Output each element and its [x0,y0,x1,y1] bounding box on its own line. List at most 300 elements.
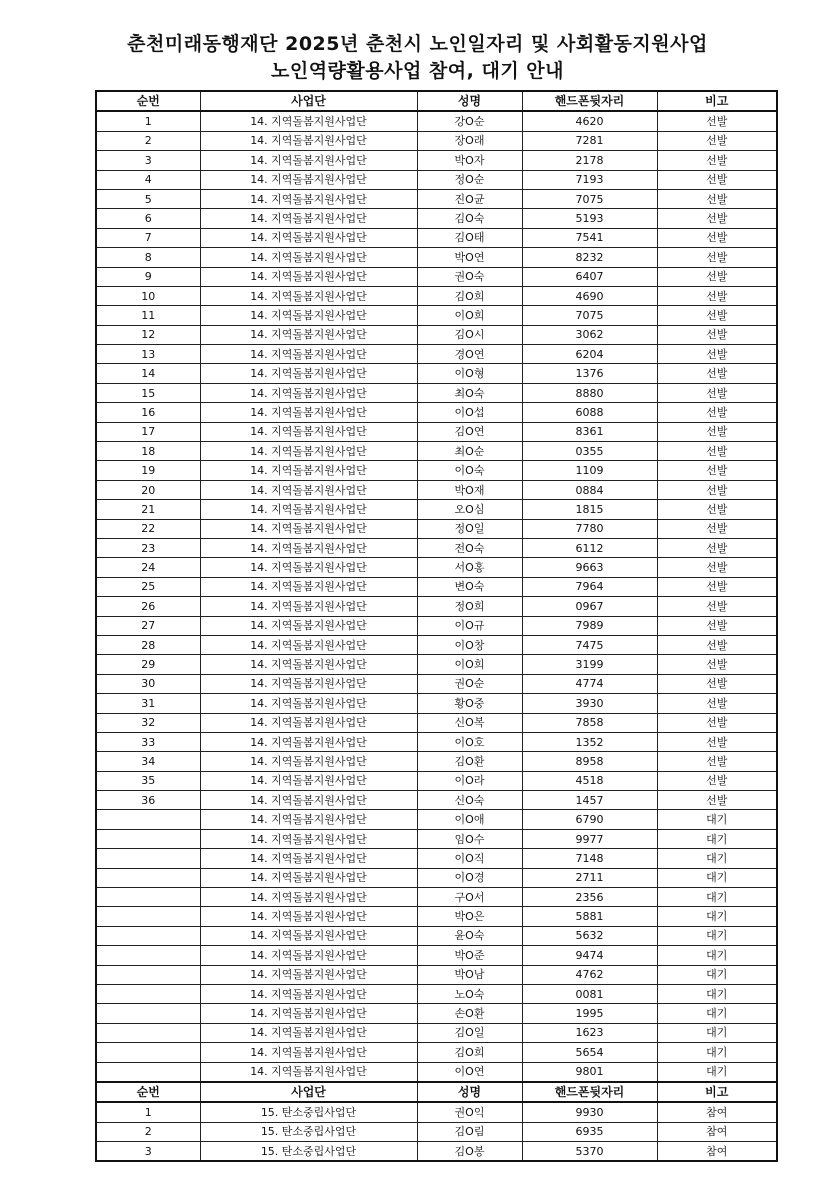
cell-name: 이O라 [417,771,522,790]
cell-team: 14. 지역돌봄지원사업단 [200,713,417,732]
cell-name: 임O수 [417,829,522,848]
cell-note: 선발 [657,500,777,519]
table-row [96,500,777,519]
cell-number: 8 [96,248,200,267]
cell-phone-suffix: 8232 [522,248,657,267]
cell-note: 선발 [657,131,777,150]
cell-number [96,1062,200,1082]
table-row [96,558,777,577]
cell-team: 14. 지역돌봄지원사업단 [200,442,417,461]
cell-note: 선발 [657,170,777,189]
table-row [96,926,777,945]
cell-name: 김O숙 [417,209,522,228]
table-header-row [96,91,777,111]
header-team: 사업단 [200,91,417,111]
cell-name: 정O순 [417,170,522,189]
cell-note: 참여 [657,1142,777,1162]
cell-note: 선발 [657,442,777,461]
cell-team: 15. 탄소중립사업단 [200,1142,417,1162]
cell-phone-suffix: 6088 [522,403,657,422]
cell-name: 구O서 [417,888,522,907]
cell-team: 14. 지역돌봄지원사업단 [200,422,417,441]
cell-note: 선발 [657,151,777,170]
cell-team: 14. 지역돌봄지원사업단 [200,131,417,150]
table-row [96,984,777,1003]
table-row [96,519,777,538]
cell-note: 대기 [657,888,777,907]
cell-number [96,1043,200,1062]
cell-number: 16 [96,403,200,422]
cell-name: 권O익 [417,1102,522,1122]
header-team: 사업단 [200,1082,417,1102]
cell-number: 6 [96,209,200,228]
cell-name: 김O일 [417,1023,522,1042]
cell-phone-suffix: 6407 [522,267,657,286]
cell-phone-suffix: 9801 [522,1062,657,1082]
table-row [96,325,777,344]
cell-number: 19 [96,461,200,480]
cell-team: 14. 지역돌봄지원사업단 [200,403,417,422]
cell-team: 15. 탄소중립사업단 [200,1102,417,1122]
cell-note: 대기 [657,849,777,868]
table-row [96,1004,777,1023]
cell-team: 14. 지역돌봄지원사업단 [200,209,417,228]
cell-name: 전O숙 [417,538,522,557]
cell-phone-suffix: 4762 [522,965,657,984]
cell-team: 14. 지역돌봄지원사업단 [200,306,417,325]
header-phone-suffix: 핸드폰뒷자리 [522,1082,657,1102]
cell-number: 26 [96,597,200,616]
cell-phone-suffix: 1995 [522,1004,657,1023]
cell-number: 3 [96,1142,200,1162]
cell-note: 선발 [657,403,777,422]
cell-note: 선발 [657,422,777,441]
cell-phone-suffix: 8958 [522,752,657,771]
header-note: 비고 [657,91,777,111]
cell-phone-suffix: 5881 [522,907,657,926]
cell-name: 김O희 [417,286,522,305]
cell-phone-suffix: 4774 [522,674,657,693]
cell-name: 정O희 [417,597,522,616]
cell-number: 32 [96,713,200,732]
cell-note: 선발 [657,597,777,616]
cell-team: 14. 지역돌봄지원사업단 [200,907,417,926]
cell-name: 권O순 [417,674,522,693]
cell-name: 박O자 [417,151,522,170]
cell-team: 14. 지역돌봄지원사업단 [200,111,417,131]
cell-note: 선발 [657,674,777,693]
table-row [96,209,777,228]
document-title: 춘천미래동행재단 2025년 춘천시 노인일자리 및 사회활동지원사업 [127,33,708,55]
table-row [96,597,777,616]
cell-number: 3 [96,151,200,170]
cell-number [96,849,200,868]
table-row [96,946,777,965]
cell-team: 14. 지역돌봄지원사업단 [200,170,417,189]
cell-phone-suffix: 4620 [522,111,657,131]
cell-note: 선발 [657,267,777,286]
cell-number: 28 [96,635,200,654]
cell-team: 14. 지역돌봄지원사업단 [200,480,417,499]
cell-note: 선발 [657,771,777,790]
cell-team: 14. 지역돌봄지원사업단 [200,267,417,286]
cell-phone-suffix: 7964 [522,577,657,596]
cell-phone-suffix: 7541 [522,228,657,247]
cell-team: 14. 지역돌봄지원사업단 [200,151,417,170]
table-row [96,868,777,887]
table-row [96,1122,777,1141]
cell-name: 이O연 [417,1062,522,1082]
cell-name: 황O중 [417,694,522,713]
cell-phone-suffix: 4518 [522,771,657,790]
cell-phone-suffix: 2178 [522,151,657,170]
cell-phone-suffix: 5370 [522,1142,657,1162]
cell-phone-suffix: 8361 [522,422,657,441]
table-row [96,694,777,713]
table-row [96,1023,777,1042]
cell-team: 14. 지역돌봄지원사업단 [200,752,417,771]
cell-team: 14. 지역돌봄지원사업단 [200,325,417,344]
cell-phone-suffix: 1815 [522,500,657,519]
cell-team: 14. 지역돌봄지원사업단 [200,248,417,267]
cell-note: 대기 [657,1023,777,1042]
table-row [96,111,777,131]
cell-team: 15. 탄소중립사업단 [200,1122,417,1141]
cell-note: 선발 [657,538,777,557]
cell-team: 14. 지역돌봄지원사업단 [200,577,417,596]
cell-team: 14. 지역돌봄지원사업단 [200,849,417,868]
cell-number: 31 [96,694,200,713]
cell-name: 이O직 [417,849,522,868]
cell-phone-suffix: 5632 [522,926,657,945]
cell-name: 박O재 [417,480,522,499]
cell-team: 14. 지역돌봄지원사업단 [200,791,417,810]
table-row [96,577,777,596]
cell-number [96,984,200,1003]
table-row [96,461,777,480]
cell-number: 20 [96,480,200,499]
cell-number: 9 [96,267,200,286]
roster-table [95,90,778,1162]
cell-team: 14. 지역돌봄지원사업단 [200,519,417,538]
cell-note: 선발 [657,286,777,305]
cell-name: 김O봉 [417,1142,522,1162]
cell-number: 13 [96,345,200,364]
table-row [96,286,777,305]
cell-note: 선발 [657,209,777,228]
cell-note: 선발 [657,791,777,810]
cell-phone-suffix: 3062 [522,325,657,344]
cell-name: 이O섭 [417,403,522,422]
cell-name: 권O숙 [417,267,522,286]
cell-phone-suffix: 4690 [522,286,657,305]
cell-team: 14. 지역돌봄지원사업단 [200,771,417,790]
cell-number: 10 [96,286,200,305]
cell-note: 대기 [657,868,777,887]
cell-phone-suffix: 1352 [522,732,657,751]
cell-number: 5 [96,189,200,208]
table-row [96,403,777,422]
cell-number [96,1004,200,1023]
table-header-row [96,1082,777,1102]
cell-phone-suffix: 1623 [522,1023,657,1042]
cell-phone-suffix: 7475 [522,635,657,654]
cell-name: 최O순 [417,442,522,461]
cell-name: 변O숙 [417,577,522,596]
table-row [96,170,777,189]
header-phone-suffix: 핸드폰뒷자리 [522,91,657,111]
table-row [96,151,777,170]
cell-team: 14. 지역돌봄지원사업단 [200,946,417,965]
table-row [96,480,777,499]
cell-name: 손O환 [417,1004,522,1023]
cell-name: 이O호 [417,732,522,751]
cell-name: 오O심 [417,500,522,519]
cell-name: 이O희 [417,655,522,674]
header-number: 순번 [96,1082,200,1102]
cell-note: 선발 [657,713,777,732]
cell-name: 신O복 [417,713,522,732]
cell-number: 35 [96,771,200,790]
cell-number [96,965,200,984]
cell-number: 14 [96,364,200,383]
cell-name: 박O은 [417,907,522,926]
cell-phone-suffix: 1109 [522,461,657,480]
cell-phone-suffix: 6935 [522,1122,657,1141]
cell-name: 장O래 [417,131,522,150]
cell-note: 선발 [657,111,777,131]
cell-phone-suffix: 6790 [522,810,657,829]
cell-team: 14. 지역돌봄지원사업단 [200,810,417,829]
table-row [96,267,777,286]
table-row [96,655,777,674]
cell-team: 14. 지역돌봄지원사업단 [200,1062,417,1082]
table-row [96,189,777,208]
cell-name: 김O시 [417,325,522,344]
cell-note: 대기 [657,984,777,1003]
cell-name: 최O숙 [417,383,522,402]
cell-number: 2 [96,131,200,150]
cell-note: 대기 [657,829,777,848]
table-row [96,810,777,829]
table-row [96,383,777,402]
cell-team: 14. 지역돌봄지원사업단 [200,500,417,519]
cell-note: 선발 [657,635,777,654]
table-row [96,538,777,557]
cell-phone-suffix: 0884 [522,480,657,499]
cell-note: 선발 [657,228,777,247]
cell-team: 14. 지역돌봄지원사업단 [200,189,417,208]
cell-phone-suffix: 7075 [522,189,657,208]
cell-team: 14. 지역돌봄지원사업단 [200,829,417,848]
cell-note: 선발 [657,577,777,596]
cell-note: 대기 [657,907,777,926]
cell-team: 14. 지역돌봄지원사업단 [200,655,417,674]
cell-number: 4 [96,170,200,189]
cell-number: 15 [96,383,200,402]
cell-team: 14. 지역돌봄지원사업단 [200,345,417,364]
cell-note: 선발 [657,248,777,267]
cell-name: 이O애 [417,810,522,829]
cell-note: 대기 [657,926,777,945]
cell-note: 선발 [657,306,777,325]
cell-phone-suffix: 9474 [522,946,657,965]
cell-number: 30 [96,674,200,693]
cell-team: 14. 지역돌봄지원사업단 [200,286,417,305]
table-row [96,306,777,325]
cell-note: 선발 [657,655,777,674]
cell-number: 23 [96,538,200,557]
cell-phone-suffix: 9930 [522,1102,657,1122]
cell-phone-suffix: 7281 [522,131,657,150]
cell-team: 14. 지역돌봄지원사업단 [200,926,417,945]
cell-note: 참여 [657,1122,777,1141]
table-row [96,888,777,907]
cell-name: 김O림 [417,1122,522,1141]
cell-team: 14. 지역돌봄지원사업단 [200,1004,417,1023]
cell-team: 14. 지역돌봄지원사업단 [200,1043,417,1062]
cell-number: 21 [96,500,200,519]
cell-name: 김O연 [417,422,522,441]
cell-name: 윤O숙 [417,926,522,945]
cell-team: 14. 지역돌봄지원사업단 [200,616,417,635]
cell-number: 22 [96,519,200,538]
table-row [96,771,777,790]
table-row [96,616,777,635]
cell-team: 14. 지역돌봄지원사업단 [200,674,417,693]
cell-team: 14. 지역돌봄지원사업단 [200,635,417,654]
cell-note: 선발 [657,383,777,402]
cell-phone-suffix: 0081 [522,984,657,1003]
cell-name: 정O일 [417,519,522,538]
document-subtitle: 노인역량활용사업 참여, 대기 안내 [270,60,565,82]
cell-number: 1 [96,111,200,131]
table-row [96,131,777,150]
cell-number: 29 [96,655,200,674]
cell-phone-suffix: 0967 [522,597,657,616]
cell-name: 진O균 [417,189,522,208]
cell-note: 선발 [657,752,777,771]
cell-number: 34 [96,752,200,771]
cell-phone-suffix: 7193 [522,170,657,189]
cell-team: 14. 지역돌봄지원사업단 [200,1023,417,1042]
cell-phone-suffix: 1376 [522,364,657,383]
cell-name: 박O준 [417,946,522,965]
cell-number: 33 [96,732,200,751]
cell-note: 대기 [657,1043,777,1062]
cell-team: 14. 지역돌봄지원사업단 [200,984,417,1003]
cell-phone-suffix: 3930 [522,694,657,713]
table-row [96,791,777,810]
table-row [96,1062,777,1082]
cell-name: 김O희 [417,1043,522,1062]
cell-phone-suffix: 5654 [522,1043,657,1062]
cell-team: 14. 지역돌봄지원사업단 [200,461,417,480]
cell-phone-suffix: 7989 [522,616,657,635]
cell-phone-suffix: 3199 [522,655,657,674]
cell-name: 이O희 [417,306,522,325]
cell-team: 14. 지역돌봄지원사업단 [200,228,417,247]
cell-team: 14. 지역돌봄지원사업단 [200,868,417,887]
cell-note: 선발 [657,558,777,577]
cell-team: 14. 지역돌봄지원사업단 [200,364,417,383]
cell-name: 김O환 [417,752,522,771]
cell-number [96,946,200,965]
cell-number: 1 [96,1102,200,1122]
cell-phone-suffix: 2356 [522,888,657,907]
table-row [96,907,777,926]
cell-phone-suffix: 7858 [522,713,657,732]
cell-note: 참여 [657,1102,777,1122]
cell-phone-suffix: 7075 [522,306,657,325]
cell-number: 7 [96,228,200,247]
header-name: 성명 [417,91,522,111]
table-row [96,345,777,364]
cell-number: 18 [96,442,200,461]
cell-phone-suffix: 1457 [522,791,657,810]
cell-team: 14. 지역돌봄지원사업단 [200,538,417,557]
cell-name: 박O연 [417,248,522,267]
header-note: 비고 [657,1082,777,1102]
cell-name: 이O숙 [417,461,522,480]
cell-number: 12 [96,325,200,344]
cell-phone-suffix: 7148 [522,849,657,868]
cell-team: 14. 지역돌봄지원사업단 [200,888,417,907]
cell-phone-suffix: 6112 [522,538,657,557]
cell-number [96,829,200,848]
cell-team: 14. 지역돌봄지원사업단 [200,383,417,402]
table-row [96,635,777,654]
cell-team: 14. 지역돌봄지원사업단 [200,694,417,713]
cell-name: 김O태 [417,228,522,247]
cell-note: 선발 [657,189,777,208]
cell-phone-suffix: 9663 [522,558,657,577]
cell-number: 2 [96,1122,200,1141]
cell-number: 24 [96,558,200,577]
cell-note: 대기 [657,1062,777,1082]
table-row [96,228,777,247]
cell-phone-suffix: 9977 [522,829,657,848]
cell-note: 대기 [657,1004,777,1023]
cell-note: 선발 [657,616,777,635]
cell-note: 선발 [657,345,777,364]
cell-team: 14. 지역돌봄지원사업단 [200,558,417,577]
cell-number [96,926,200,945]
table-row [96,829,777,848]
cell-note: 선발 [657,519,777,538]
cell-name: 이O창 [417,635,522,654]
table-row [96,1043,777,1062]
cell-number [96,1023,200,1042]
cell-number: 11 [96,306,200,325]
cell-name: 경O연 [417,345,522,364]
cell-number: 27 [96,616,200,635]
cell-number: 36 [96,791,200,810]
cell-name: 이O규 [417,616,522,635]
table-row [96,1142,777,1162]
cell-note: 선발 [657,364,777,383]
table-row [96,732,777,751]
cell-phone-suffix: 7780 [522,519,657,538]
cell-note: 선발 [657,480,777,499]
cell-name: 신O숙 [417,791,522,810]
cell-note: 대기 [657,810,777,829]
cell-number [96,907,200,926]
cell-name: 이O형 [417,364,522,383]
cell-phone-suffix: 5193 [522,209,657,228]
header-number: 순번 [96,91,200,111]
cell-note: 선발 [657,694,777,713]
